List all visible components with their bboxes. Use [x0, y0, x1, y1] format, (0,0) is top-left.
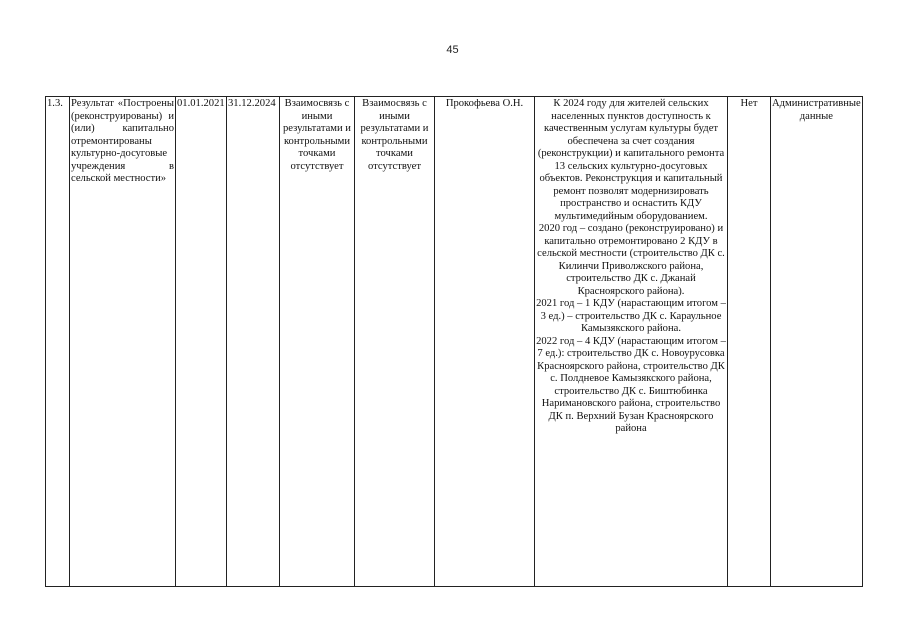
- result-name-cell: Результат «Построены (реконструированы) и (или) капитально отремонтированы культурно-досуговые учреждения в сельской местности»: [70, 97, 176, 587]
- relation-results-cell: Взаимосвязь с иными результатами и контрольными точками отсутствует: [280, 97, 355, 587]
- end-date-cell: 31.12.2024: [227, 97, 280, 587]
- description-paragraph: 2020 год – создано (реконструировано) и капитально отремонтировано 2 КДУ в сельской местности (строительство ДК с. Килинчи Приволжского района, строительство ДК с. Джанай Красноярского района).: [537, 223, 725, 297]
- plan-table: [45, 96, 863, 587]
- start-date-cell: 01.01.2021: [176, 97, 227, 587]
- description-paragraph: 2021 год – 1 КДУ (нарастающим итогом – 3 ед.) – строительство ДК с. Караульное Камызякского района.: [536, 298, 726, 334]
- data-source-cell: Административные данные: [771, 97, 863, 587]
- description-cell: [535, 97, 728, 587]
- flag-cell: Нет: [728, 97, 771, 587]
- description-paragraph: К 2024 году для жителей сельских населенных пунктов доступность к качественным услугам культуры будет обеспечена за счет создания (реконструкции) и капитального ремонта 13 сельских культурно-досуговых объектов. Реконструкция и капитальный ремонт позволят модернизировать пространство и оснастить КДУ мультимедийным оборудованием.: [537, 98, 725, 222]
- relation-points-cell: Взаимосвязь с иными результатами и контрольными точками отсутствует: [355, 97, 435, 587]
- responsible-cell: Прокофьева О.Н.: [435, 97, 535, 587]
- table-row: [46, 97, 863, 587]
- page-number: 45: [446, 44, 459, 56]
- description-paragraph: 2022 год – 4 КДУ (нарастающим итогом – 7 ед.): строительство ДК с. Новоурусовка Красноярского района, строительство ДК с. Полдневое Камызякского района, строительство ДК с. Биштюбинка Наримановского района, строительство ДК п. Верхний Бузан Красноярского района: [536, 335, 726, 434]
- row-number: 1.3.: [46, 97, 70, 587]
